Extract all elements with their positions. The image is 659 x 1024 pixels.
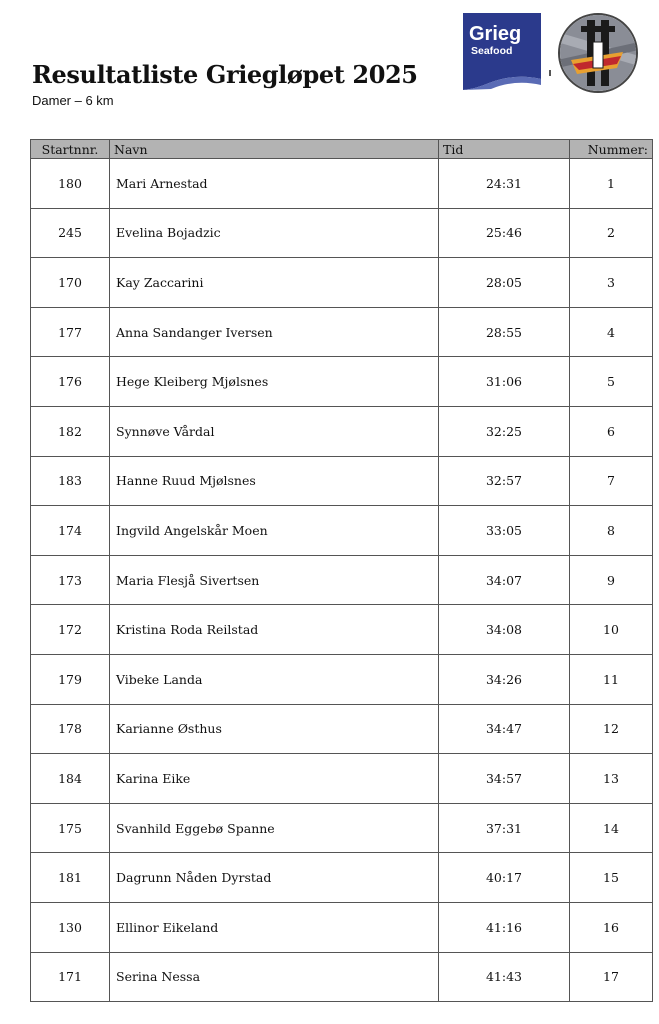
table-header-row <box>31 140 653 159</box>
place-cell: 14 <box>570 803 653 853</box>
table-row <box>31 258 653 308</box>
start-number-cell: 182 <box>31 406 110 456</box>
finish-time-cell: 32:25 <box>439 406 570 456</box>
table-row <box>31 952 653 1002</box>
divider-mark <box>549 70 551 76</box>
runner-name-cell: Kay Zaccarini <box>110 258 439 308</box>
place-cell: 2 <box>570 208 653 258</box>
finish-time-cell: 28:55 <box>439 307 570 357</box>
table-row <box>31 605 653 655</box>
finish-time-cell: 25:46 <box>439 208 570 258</box>
runner-name-cell: Anna Sandanger Iversen <box>110 307 439 357</box>
finish-time-cell: 34:47 <box>439 704 570 754</box>
start-number-cell: 183 <box>31 456 110 506</box>
table-row <box>31 754 653 804</box>
finish-time-cell: 34:57 <box>439 754 570 804</box>
place-cell: 16 <box>570 902 653 952</box>
runner-name-cell: Kristina Roda Reilstad <box>110 605 439 655</box>
start-number-cell: 174 <box>31 506 110 556</box>
place-cell: 1 <box>570 159 653 209</box>
table-row <box>31 307 653 357</box>
place-cell: 7 <box>570 456 653 506</box>
runner-name-cell: Ellinor Eikeland <box>110 902 439 952</box>
column-header-start-number: Startnnr. <box>31 140 110 159</box>
runner-name-cell: Synnøve Vårdal <box>110 406 439 456</box>
table-row <box>31 506 653 556</box>
column-header-name: Navn <box>110 140 439 159</box>
start-number-cell: 175 <box>31 803 110 853</box>
table-row <box>31 654 653 704</box>
table-row <box>31 853 653 903</box>
finish-time-cell: 40:17 <box>439 853 570 903</box>
place-cell: 9 <box>570 555 653 605</box>
table-row <box>31 159 653 209</box>
place-cell: 10 <box>570 605 653 655</box>
start-number-cell: 180 <box>31 159 110 209</box>
start-number-cell: 181 <box>31 853 110 903</box>
start-number-cell: 173 <box>31 555 110 605</box>
finish-time-cell: 41:43 <box>439 952 570 1002</box>
table-row <box>31 902 653 952</box>
place-cell: 5 <box>570 357 653 407</box>
column-header-time: Tid <box>439 140 570 159</box>
runner-name-cell: Karina Eike <box>110 754 439 804</box>
runner-name-cell: Evelina Bojadzic <box>110 208 439 258</box>
grieg-seafood-logo <box>463 13 541 90</box>
start-number-cell: 170 <box>31 258 110 308</box>
page-subtitle: Damer – 6 km <box>32 93 114 108</box>
runner-name-cell: Hege Kleiberg Mjølsnes <box>110 357 439 407</box>
place-cell: 12 <box>570 704 653 754</box>
runner-name-cell: Svanhild Eggebø Spanne <box>110 803 439 853</box>
finish-time-cell: 41:16 <box>439 902 570 952</box>
start-number-cell: 178 <box>31 704 110 754</box>
finish-time-cell: 37:31 <box>439 803 570 853</box>
table-row <box>31 456 653 506</box>
place-cell: 17 <box>570 952 653 1002</box>
runner-name-cell: Hanne Ruud Mjølsnes <box>110 456 439 506</box>
logo-grieg-text: Grieg <box>469 23 522 45</box>
start-number-cell: 171 <box>31 952 110 1002</box>
start-number-cell: 179 <box>31 654 110 704</box>
finish-time-cell: 34:26 <box>439 654 570 704</box>
finish-time-cell: 24:31 <box>439 159 570 209</box>
start-number-cell: 177 <box>31 307 110 357</box>
club-emblem-icon <box>557 12 639 94</box>
place-cell: 3 <box>570 258 653 308</box>
start-number-cell: 184 <box>31 754 110 804</box>
start-number-cell: 172 <box>31 605 110 655</box>
table-row <box>31 406 653 456</box>
table-row <box>31 555 653 605</box>
runner-name-cell: Vibeke Landa <box>110 654 439 704</box>
runner-name-cell: Serina Nessa <box>110 952 439 1002</box>
finish-time-cell: 31:06 <box>439 357 570 407</box>
results-table <box>30 139 653 1002</box>
finish-time-cell: 33:05 <box>439 506 570 556</box>
table-row <box>31 357 653 407</box>
start-number-cell: 245 <box>31 208 110 258</box>
logo-seafood-text: Seafood <box>471 45 513 57</box>
finish-time-cell: 34:08 <box>439 605 570 655</box>
runner-name-cell: Karianne Østhus <box>110 704 439 754</box>
place-cell: 8 <box>570 506 653 556</box>
place-cell: 4 <box>570 307 653 357</box>
finish-time-cell: 34:07 <box>439 555 570 605</box>
place-cell: 11 <box>570 654 653 704</box>
place-cell: 15 <box>570 853 653 903</box>
table-row <box>31 803 653 853</box>
runner-name-cell: Dagrunn Nåden Dyrstad <box>110 853 439 903</box>
start-number-cell: 130 <box>31 902 110 952</box>
column-header-place: Nummer: <box>570 140 653 159</box>
page-title: Resultatliste Griegløpet 2025 <box>32 60 418 89</box>
table-row <box>31 208 653 258</box>
runner-name-cell: Ingvild Angelskår Moen <box>110 506 439 556</box>
table-row <box>31 704 653 754</box>
start-number-cell: 176 <box>31 357 110 407</box>
finish-time-cell: 32:57 <box>439 456 570 506</box>
finish-time-cell: 28:05 <box>439 258 570 308</box>
place-cell: 6 <box>570 406 653 456</box>
runner-name-cell: Maria Flesjå Sivertsen <box>110 555 439 605</box>
place-cell: 13 <box>570 754 653 804</box>
runner-name-cell: Mari Arnestad <box>110 159 439 209</box>
